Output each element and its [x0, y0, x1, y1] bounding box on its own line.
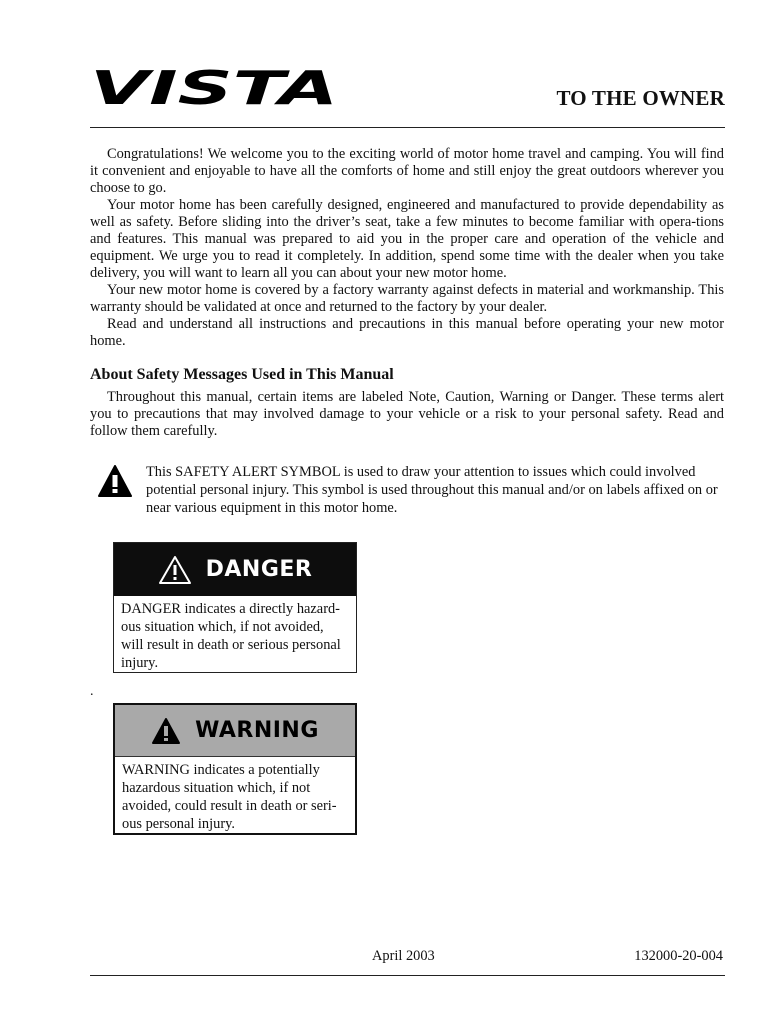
- warning-label: WARNING: [195, 718, 319, 743]
- intro-paragraph: Your motor home has been carefully designed, engineered and manufactured to provide dependability as well as safety. Before sliding into the driver’s seat, take a few minutes to become familiar with opera-tions and features. This manual was prepared to aid you in the proper care and operation of the vehicle and equipment. We urge you to read it completely. In addition, spend some time with the dealer when you take delivery, you will want to learn all you can about your new motor home.: [90, 197, 724, 281]
- safety-alert-text: This SAFETY ALERT SYMBOL is used to draw your attention to issues which could involved potential personal injury. This symbol is used throughout this manual and/or on labels affixed on or near various equipment in this motor home.: [146, 464, 718, 516]
- vista-logo: [90, 68, 340, 108]
- section-paragraph: Throughout this manual, certain items are labeled Note, Caution, Warning or Danger. These terms alert you to precautions that may involved damage to your vehicle or a risk to your personal safety. Read and follow them carefully.: [90, 389, 724, 439]
- footer-date: April 2003: [372, 948, 435, 964]
- section-body: [90, 389, 724, 440]
- footer-divider: [90, 975, 725, 976]
- danger-label: DANGER: [205, 557, 313, 582]
- safety-alert-icon: [98, 465, 132, 497]
- warning-description: WARNING indicates a potentially hazardous situation which, if not avoided, could result in death or seri-ous personal injury.: [122, 762, 337, 832]
- intro-paragraph: Congratulations! We welcome you to the exciting world of motor home travel and camping. You will find it convenient and enjoyable to have all the comforts of home and still enjoy the great outdoors wherever you choose to go.: [90, 146, 724, 196]
- intro-section: [90, 146, 724, 350]
- header-divider: [90, 127, 725, 128]
- warning-triangle-icon: [151, 717, 181, 745]
- warning-sign: [113, 703, 357, 835]
- danger-header: [114, 543, 356, 596]
- page-title: TO THE OWNER: [556, 86, 725, 110]
- footer-doc-number: 132000-20-004: [634, 948, 723, 964]
- intro-paragraph: Read and understand all instructions and precautions in this manual before operating your new motor home.: [90, 316, 724, 349]
- logo-text: VISTA: [90, 68, 338, 108]
- warning-header: [115, 705, 355, 757]
- intro-paragraph: Your new motor home is covered by a factory warranty against defects in material and workmanship. This warranty should be validated at once and returned to the factory by your dealer.: [90, 282, 724, 315]
- danger-sign: [113, 542, 357, 673]
- stray-mark: .: [90, 684, 94, 699]
- warning-triangle-icon: [158, 555, 192, 585]
- section-heading: About Safety Messages Used in This Manual: [90, 366, 394, 383]
- danger-description: DANGER indicates a directly hazard-ous situation which, if not avoided, will result in death or serious personal injury.: [121, 601, 341, 671]
